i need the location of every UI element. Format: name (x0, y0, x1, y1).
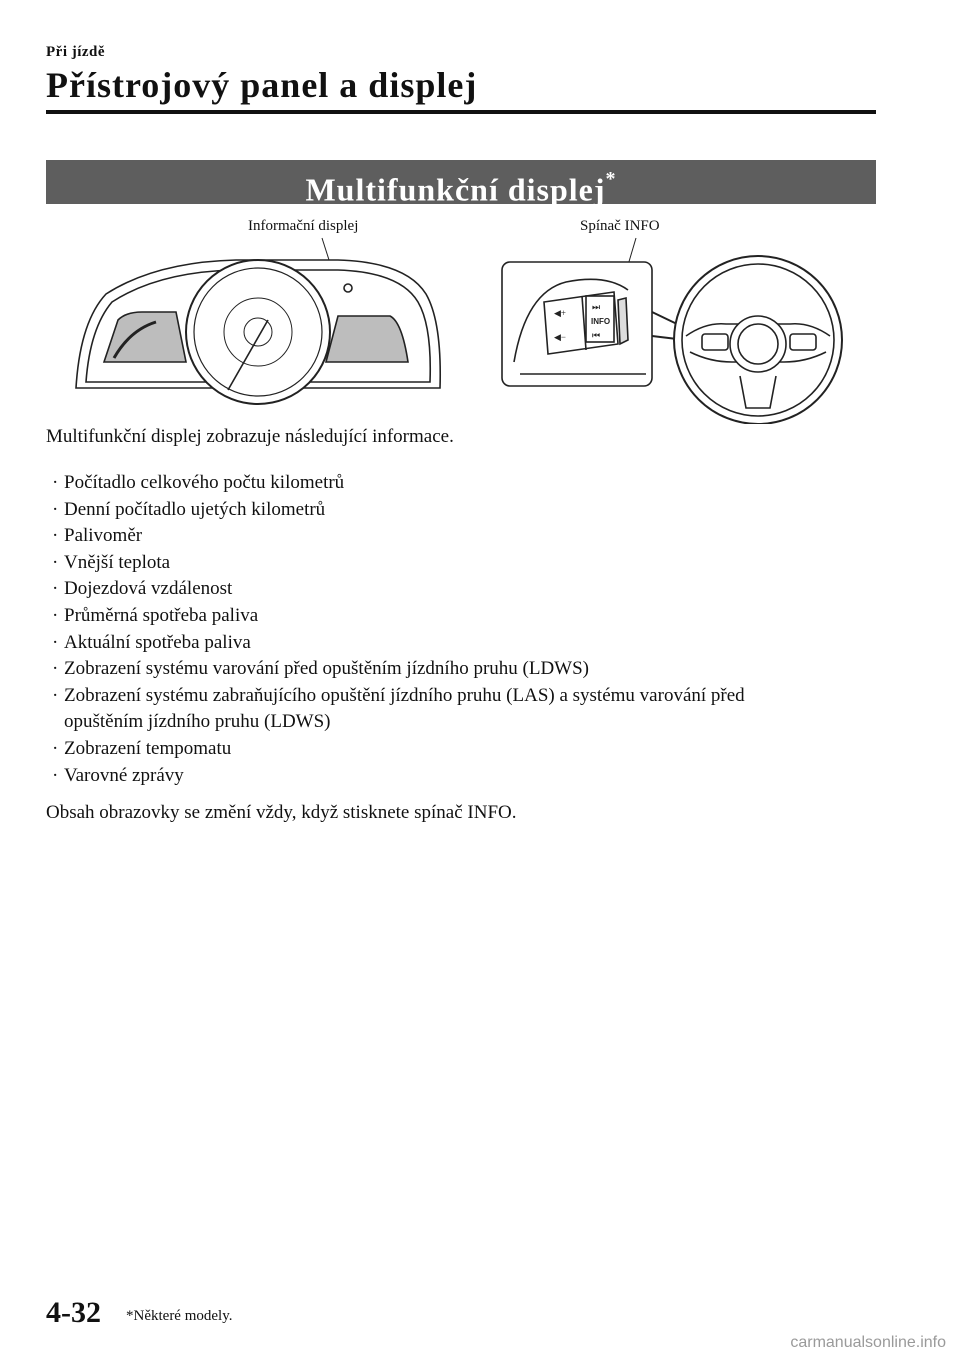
bullet-dot: · (52, 631, 59, 653)
list-item: · Průměrná spotřeba paliva (52, 603, 882, 630)
title-rule (46, 110, 876, 114)
list-item: · Denní počítadlo ujetých kilometrů (52, 497, 882, 524)
bullet-dot: · (52, 578, 59, 600)
outro-paragraph: Obsah obrazovky se změní vždy, když stisknete spínač INFO. (46, 802, 517, 823)
bullet-dot: · (52, 604, 59, 626)
info-list (52, 470, 882, 789)
steering-wheel (674, 256, 842, 424)
bullet-dot: · (52, 472, 59, 493)
intro-paragraph: Multifunkční displej zobrazuje následující informace. (46, 426, 454, 447)
watermark: carmanualsonline.info (790, 1334, 946, 1351)
page-number: 4-32 (46, 1296, 101, 1329)
list-item-continuation: opuštěním jízdního pruhu (LDWS) (64, 711, 331, 733)
list-item: · Varovné zprávy (52, 763, 882, 790)
list-item: · Zobrazení tempomatu (52, 736, 882, 763)
callout-info-switch: Spínač INFO (580, 218, 660, 234)
info-display (326, 316, 408, 362)
bullet-dot: · (52, 551, 59, 573)
list-item: · Zobrazení systému zabraňujícího opuštění jízdního pruhu (LAS) a systému varování před opuštěním jízdního pruhu (LDWS) (52, 683, 882, 736)
list-item: · Palivoměr (52, 523, 882, 550)
list-item: · Zobrazení systému varování před opuštěním jízdního pruhu (LDWS) (52, 656, 882, 683)
dashboard-figure (46, 212, 876, 424)
list-item: · Aktuální spotřeba paliva (52, 630, 882, 657)
bullet-dot: · (52, 737, 59, 759)
section-banner (46, 160, 876, 208)
svg-text:⏮: ⏮ (592, 330, 601, 340)
switch-info-label: INFO (591, 317, 611, 326)
callout-info-display: Informační displej (248, 218, 359, 234)
svg-text:◀+: ◀+ (554, 308, 566, 318)
section-kicker: Při jízdě (46, 44, 106, 60)
page-title: Přístrojový panel a displej (46, 65, 478, 105)
bullet-dot: · (52, 764, 59, 786)
list-item: · Vnější teplota (52, 550, 882, 577)
bullet-dot: · (52, 525, 59, 547)
svg-text:⏭: ⏭ (592, 302, 601, 312)
bullet-dot: · (52, 658, 59, 680)
figure-illustration (46, 212, 876, 424)
bullet-dot: · (52, 498, 59, 520)
steering-switch-detail (502, 262, 702, 386)
list-item: · Počítadlo celkového počtu kilometrů (52, 470, 882, 497)
svg-text:◀−: ◀− (554, 332, 566, 342)
footnote-asterisk: * (605, 168, 617, 190)
bullet-dot: · (52, 684, 59, 706)
list-item: · Dojezdová vzdálenost (52, 576, 882, 603)
footnote: *Některé modely. (126, 1308, 233, 1324)
section-title: Multifunkční displej (305, 171, 606, 208)
instrument-cluster (76, 260, 440, 404)
